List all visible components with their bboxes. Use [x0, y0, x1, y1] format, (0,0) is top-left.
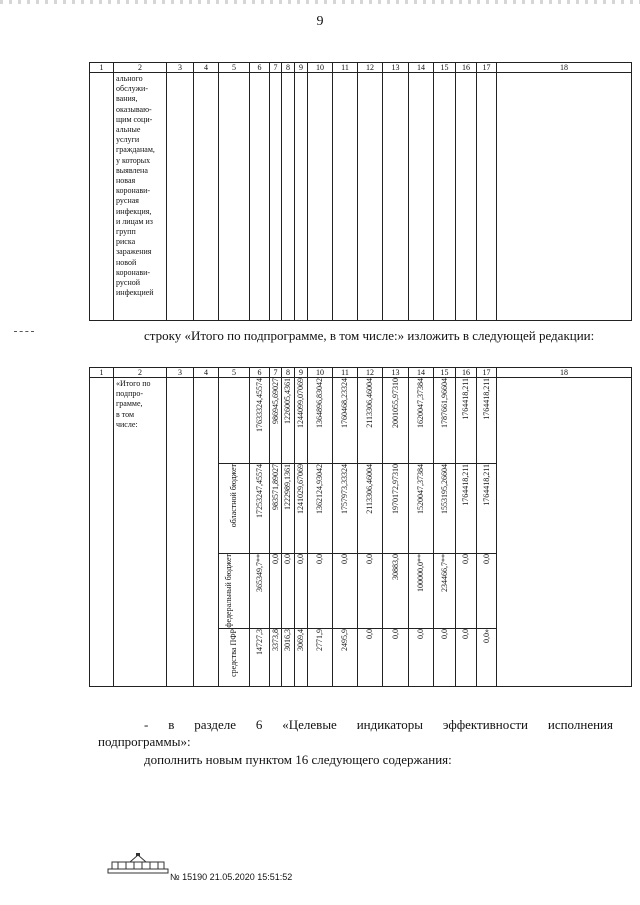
value-cell: 0,0: [340, 554, 349, 564]
value-cell: 1362124,93042: [315, 464, 324, 514]
value-cell: 0,0: [461, 554, 470, 564]
value-cell: 0,0: [365, 628, 374, 639]
paragraph-section6: - в разделе 6 «Целевые индикаторы эффективности исполнения подпрограммы»:: [98, 717, 613, 749]
value-cell: 365349,7**: [254, 554, 264, 592]
value-cell: 0,0: [416, 628, 425, 639]
col-header: 11: [333, 368, 358, 378]
value-cell: 0,0: [283, 554, 292, 564]
table1-header-row: [90, 63, 632, 73]
registration-stamp: № 15190 21.05.2020 15:51:52: [170, 872, 293, 882]
col-header: 1: [90, 63, 114, 73]
value-cell: 1520047,37384: [416, 464, 425, 514]
value-cell: 0,0: [481, 554, 491, 564]
table-continuation: [89, 62, 632, 321]
col-header: 7: [270, 368, 282, 378]
scan-artifact: [0, 0, 640, 4]
value-cell: 0,0: [439, 628, 449, 639]
col-header: 5: [219, 63, 250, 73]
value-cell: 2495,9: [340, 628, 349, 651]
value-cell: 0,0: [365, 554, 374, 564]
value-cell: 0,0: [270, 554, 280, 564]
col-header: 10: [308, 63, 333, 73]
col-header: 13: [383, 368, 409, 378]
value-cell: 100000,0**: [416, 554, 425, 592]
value-cell: 1764418,211: [481, 378, 491, 420]
value-cell: 1757973,33324: [340, 464, 349, 514]
value-cell: 0,0: [296, 554, 305, 564]
value-cell: 986945,69027: [270, 378, 280, 424]
table-row: [90, 378, 632, 464]
margin-mark: [14, 331, 34, 332]
col-header: 8: [282, 368, 295, 378]
col-header: 15: [434, 63, 456, 73]
col-header: 18: [497, 368, 632, 378]
value-cell: 3373,8: [270, 628, 280, 651]
col-header: 17: [477, 368, 497, 378]
value-cell: 234466,7**: [439, 554, 449, 592]
value-cell: 1760468,23324: [340, 378, 349, 428]
col-header: 7: [270, 63, 282, 73]
col-header: 6: [250, 63, 270, 73]
source-label: федеральный бюджет: [224, 554, 233, 628]
value-cell: 983571,89027: [270, 464, 280, 510]
col-header: 13: [383, 63, 409, 73]
value-cell: 1222989,1361: [283, 464, 292, 510]
value-cell: 0,0: [461, 628, 470, 639]
col-header: 16: [456, 368, 477, 378]
value-cell: 0,0: [390, 628, 400, 639]
value-cell: 3069,4: [296, 628, 305, 651]
col-header: 12: [358, 368, 383, 378]
value-cell: 1764418,211: [461, 464, 470, 506]
value-cell: 3016,3: [283, 628, 292, 651]
col-header: 14: [409, 63, 434, 73]
value-cell: 1226005,4361: [283, 378, 292, 424]
col-header: 2: [114, 368, 167, 378]
col-header: 4: [194, 368, 219, 378]
col-header: 8: [282, 63, 295, 73]
value-cell: 2113306,46004: [365, 378, 374, 428]
table-total-row: [89, 367, 632, 687]
value-cell: 2113306,46004: [365, 464, 374, 514]
col-header: 2: [114, 63, 167, 73]
value-cell: 2001055,97310: [390, 378, 400, 428]
table1-col2-text: ального обслужи- вания, оказываю- щим соци- альные услуги гражданам, у которых выявлена новая коронави- русная инфекция, и лицам из групп риска заражения новой коронави- русной инфекцией: [116, 74, 155, 298]
value-cell: 30883,0: [390, 554, 400, 580]
value-cell: 17253247,45574: [254, 464, 264, 518]
col-header: 1: [90, 368, 114, 378]
col-header: 18: [497, 63, 632, 73]
col-header: 15: [434, 368, 456, 378]
value-cell: 1553195,26604: [439, 464, 449, 514]
source-label: областной бюджет: [229, 464, 238, 528]
value-cell: 1244099,07069: [296, 378, 305, 428]
value-cell: 0,0»: [481, 628, 491, 643]
value-cell: 17633324,45574: [254, 378, 264, 432]
value-cell: 14727,3: [254, 628, 264, 655]
value-cell: 2771,9: [315, 628, 324, 651]
value-cell: 1787661,96604: [439, 378, 449, 428]
col-header: 5: [219, 368, 250, 378]
value-cell: 1764418,211: [461, 378, 470, 420]
table1-body-row: [90, 73, 632, 321]
col-header: 11: [333, 63, 358, 73]
paragraph-replace-row: строку «Итого по подпрограмме, в том числе:» изложить в следующей редакции:: [144, 328, 595, 343]
value-cell: 0,0: [315, 554, 324, 564]
col-header: 14: [409, 368, 434, 378]
col-header: 9: [295, 368, 308, 378]
value-cell: 1764418,211: [481, 464, 491, 506]
value-cell: 1620047,37384: [416, 378, 425, 428]
value-cell: 1970172,97310: [390, 464, 400, 514]
table2-header-row: [90, 368, 632, 378]
col-header: 4: [194, 63, 219, 73]
col-header: 6: [250, 368, 270, 378]
col-header: 3: [167, 368, 194, 378]
value-cell: 1364896,83042: [315, 378, 324, 428]
table2-col2-text: «Итого по подпро- грамме, в том числе:: [116, 379, 151, 429]
col-header: 9: [295, 63, 308, 73]
col-header: 3: [167, 63, 194, 73]
paragraph-add-item: дополнить новым пунктом 16 следующего содержания:: [144, 752, 452, 767]
source-label: средства ПФР: [229, 628, 238, 677]
col-header: 16: [456, 63, 477, 73]
value-cell: 1241029,67069: [296, 464, 305, 514]
col-header: 12: [358, 63, 383, 73]
col-header: 10: [308, 368, 333, 378]
registry-building-icon: [106, 852, 170, 874]
col-header: 17: [477, 63, 497, 73]
page-number: 9: [316, 14, 324, 29]
